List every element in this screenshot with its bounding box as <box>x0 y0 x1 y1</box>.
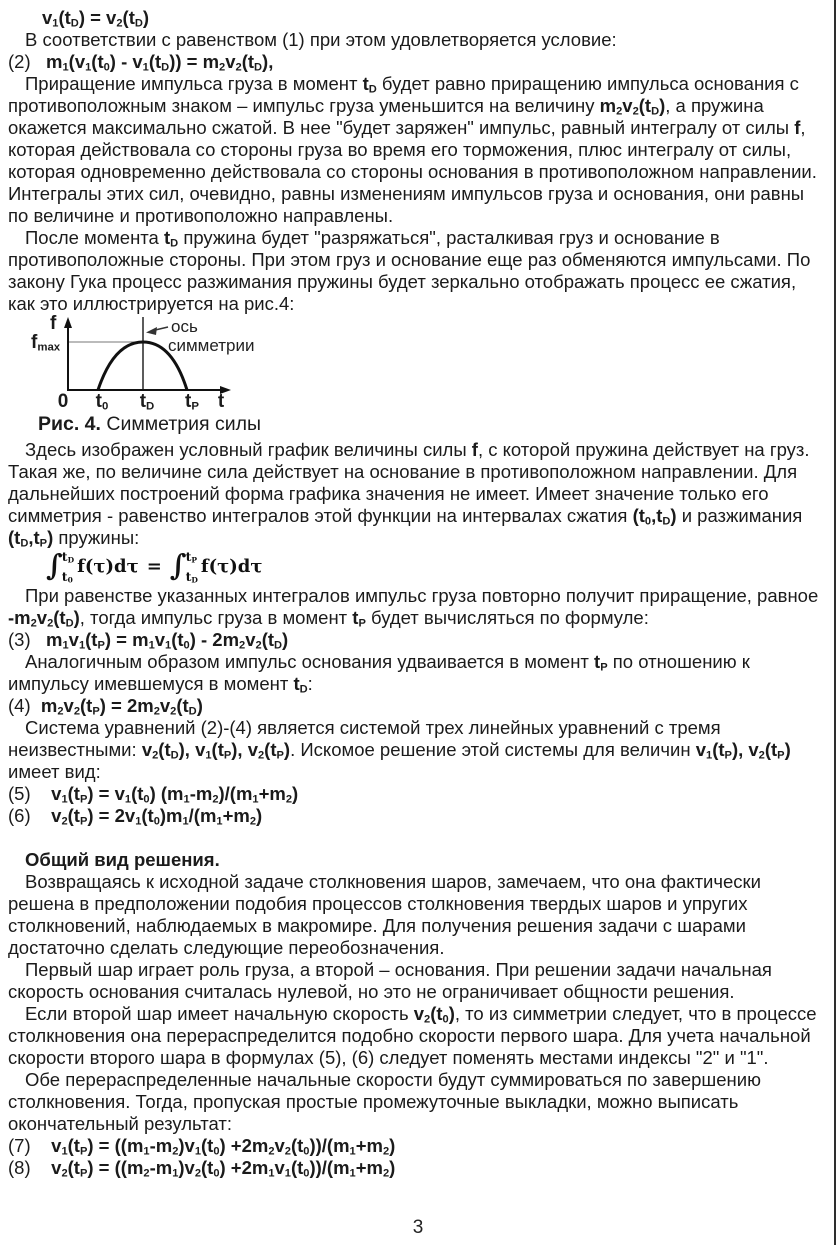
equation-3: (3) $m_1v_1(t_P) = m_1v_1(t_0) - 2m_2v_2(t_D)$ <box>8 629 289 652</box>
x-tick-tP: $t_P$ <box>185 391 199 413</box>
blank-line <box>8 827 828 849</box>
equation-2: (2) $m_1(v_1(t_0) - v_1(t_D)) = m_2v_2(t_D)$, <box>8 51 274 74</box>
symmetry-annotation-line1: ось <box>171 317 198 336</box>
paragraph-integral-equality: При равенстве указанных интегралов импульс груза повторно получит приращение, равное $-m_2v_2(t_D)$, тогда импульс груза в момент $t_P$ будет вычисляться по формуле: <box>8 585 819 630</box>
integral-upper-bound: $t_D$ <box>61 548 75 565</box>
y-axis-label: f <box>50 313 57 334</box>
integral-right <box>169 547 263 585</box>
paragraph-condition-intro: В соответствии с равенством (1) при этом удовлетворяется условие: <box>25 29 617 50</box>
section-heading: Общий вид решения. <box>25 849 220 870</box>
equals-sign: = <box>146 556 162 577</box>
paragraph-equation-system: Система уравнений (2)-(4) является системой трех линейных уравнений с тремя неизвестными: $v_2(t_D)$, $v_1(t_P)$, $v_2(t_P)$. Искомое решение этой системы для величин $v_1(t_P)$, $v_2(t_P)$ имеет вид: <box>8 717 791 782</box>
integral-sign: ∫ <box>46 547 63 582</box>
force-symmetry-graph <box>8 317 278 397</box>
page-number: 3 <box>412 1217 424 1238</box>
paragraph-spring-discharge: После момента $t_D$ пружина будет "разряжаться", расталкивая груз и основание в противоположные стороны. При этом груз и основание еще раз обменяются импульсами. По закону Гука процесс разжимания пружины будет зеркально отображать процесс ее сжатия, как это иллюстрируется на рис.4: <box>8 227 811 314</box>
figure-caption-number: Рис. 4. <box>38 413 101 435</box>
equation-4: (4) $m_2v_2(t_P) = 2m_2v_2(t_D)$ <box>8 695 203 718</box>
equation-continued: $v_1(t_D) = v_2(t_D)$ <box>42 7 150 30</box>
equation-6: (6) $v_2(t_P) = 2v_1(t_0)m_1/(m_1+m_2)$ <box>8 805 263 828</box>
integral-sign: ∫ <box>169 547 187 582</box>
integrand: f(τ)dτ <box>200 556 263 577</box>
integrand: f(τ)dτ <box>77 556 139 577</box>
fmax-label: $f_{max}$ <box>31 332 61 354</box>
paragraph-first-ball-role: Первый шар играет роль груза, а второй – основания. При решении задачи начальная скорость основания считалась нулевой, но это не ограничивает общности решения. <box>8 959 772 1002</box>
paragraph-base-impulse: Аналогичным образом импульс основания удваивается в момент $t_P$ по отношению к импульсу имевшемуся в момент $t_D$: <box>8 651 750 696</box>
equation-7: (7) $v_1(t_P) = ((m_1-m_2)v_1(t_0) +2m_2v_2(t_0))/(m_1+m_2)$ <box>8 1135 396 1158</box>
integral-equation <box>8 549 828 585</box>
y-axis-arrowhead <box>64 317 72 328</box>
integral-upper-bound: $t_P$ <box>185 548 197 565</box>
paragraph-final-result-intro: Обе перераспределенные начальные скорости будут суммироваться по завершению столкновения. Тогда, пропуская простые промежуточные выкладки, можно выписать окончательный результат: <box>8 1069 761 1134</box>
integral-lower-bound: $t_0$ <box>61 569 73 585</box>
symmetry-annotation-line2: симметрии <box>168 336 255 355</box>
integral-bounds-right <box>185 548 198 585</box>
integral-left <box>46 547 139 585</box>
figure-caption-text: Симметрия силы <box>100 413 262 435</box>
figure-4 <box>8 313 828 439</box>
figure-caption <box>38 413 261 435</box>
x-tick-zero: 0 <box>57 391 69 412</box>
paragraph-returning-to-problem: Возвращаясь к исходной задаче столкновения шаров, замечаем, что она фактически решена в предположении подобия процессов столкновения твердых шаров и упругих столкновений, наблюдаемых в макромире. Для получения решения задачи с шарами достаточно сделать следующие переобозначения. <box>8 871 761 958</box>
paragraph-graph-explanation: Здесь изображен условный график величины силы f, с которой пружина действует на груз. Такая же, по величине сила действует на основание в противоположном направлении. Для дальнейших построений форма графика значения не имеет. Имеет значение только его симметрия - равенство интегралов этой функции на интервалах сжатия $(t_0,t_D)$ и разжимания $(t_D,t_P)$ пружины: <box>8 439 810 550</box>
paragraph-second-ball-velocity: Если второй шар имеет начальную скорость $v_2(t_0)$, то из симметрии следует, что в процессе столкновения она перераспределится подобно скорости первого шара. Для учета начальной скорости второго шара в формулах (5), (6) следует поменять местами индексы "2" и "1". <box>8 1003 817 1068</box>
integral-bounds-left <box>61 548 75 585</box>
annotation-arrowhead <box>146 327 157 335</box>
integral-lower-bound: $t_D$ <box>185 569 198 585</box>
x-tick-tD: $t_D$ <box>139 391 155 413</box>
page-content <box>8 7 828 1179</box>
equation-8: (8) $v_2(t_P) = ((m_2-m_1)v_2(t_0) +2m_1v_1(t_0))/(m_1+m_2)$ <box>8 1157 396 1180</box>
x-axis-name: t <box>217 391 225 412</box>
paragraph-impulse-increment: Приращение импульса груза в момент $t_D$ будет равно приращению импульса основания с противоположным знаком – импульс груза уменьшится на величину $m_2v_2(t_D)$, а пружина окажется максимально сжатой. В нее "будет заряжен" импульс, равный интегралу от силы f, которая действовала со стороны груза во время его торможения, плюс интегралу от силы, которая одновременно действовала со стороны основания в противоположном направлении. Интегралы этих сил, очевидно, равны изменениям импульсов груза и основания, они равны по величине и противоположно направлены. <box>8 73 817 226</box>
equation-5: (5) $v_1(t_P) = v_1(t_0)$ $(m_1-m_2)/(m_1+m_2)$ <box>8 783 299 806</box>
x-tick-t0: $t_0$ <box>95 391 109 413</box>
